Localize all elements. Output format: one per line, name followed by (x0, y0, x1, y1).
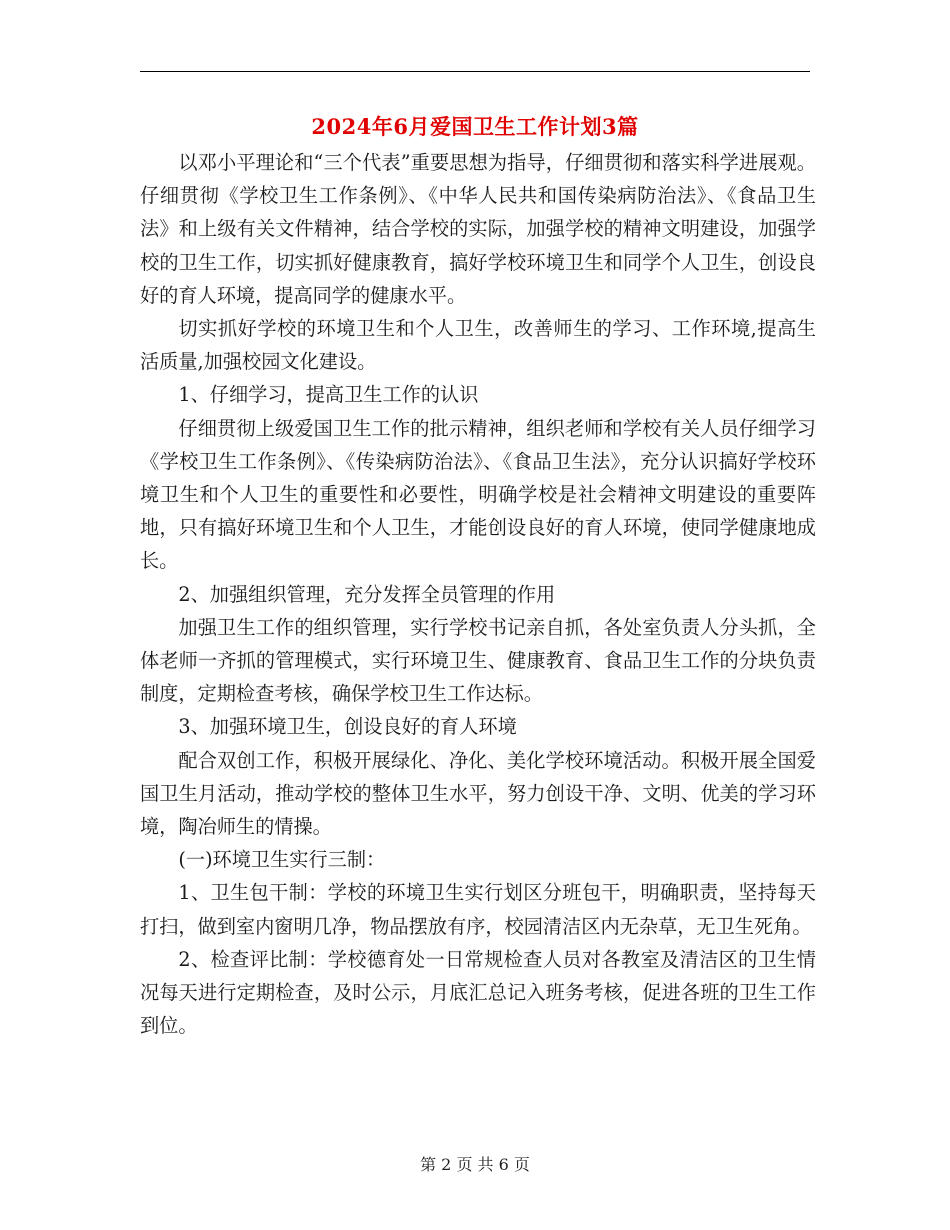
section-heading: 3、加强环境卫生，创设良好的育人环境 (178, 715, 517, 739)
document-body (140, 146, 816, 1042)
paragraph: 切实抓好学校的环境卫生和个人卫生，改善师生的学习、工作环境,提高生活质量,加强校园文化建设。 (140, 317, 816, 374)
subsection-heading: (一)环境卫生实行三制： (178, 848, 386, 872)
section-heading: 2、加强组织管理，充分发挥全员管理的作用 (178, 582, 556, 606)
paragraph: 2、检查评比制：学校德育处一日常规检查人员对各教室及清洁区的卫生情况每天进行定期检查，及时公示，月底汇总记入班务考核，促进各班的卫生工作到位。 (140, 947, 816, 1038)
document-title: 2024年6月爱国卫生工作计划3篇 (311, 114, 639, 139)
paragraph: 仔细贯彻上级爱国卫生工作的批示精神，组织老师和学校有关人员仔细学习《学校卫生工作条例》、《传染病防治法》、《食品卫生法》，充分认识搞好学校环境卫生和个人卫生的重要性和必要性，明确学校是社会精神文明建设的重要阵地，只有搞好环境卫生和个人卫生，才能创设良好的育人环境，使同学健康地成长。 (140, 416, 816, 573)
paragraph: 以邓小平理论和“三个代表”重要思想为指导，仔细贯彻和落实科学进展观。仔细贯彻《学校卫生工作条例》、《中华人民共和国传染病防治法》、《食品卫生法》和上级有关文件精神，结合学校的实际，加强学校的精神文明建设，加强学校的卫生工作，切实抓好健康教育，搞好学校环境卫生和同学个人卫生，创设良好的育人环境，提高同学的健康水平。 (140, 151, 816, 307)
page-number: 第 2 页 共 6 页 (420, 1155, 530, 1174)
header-divider (140, 71, 810, 72)
paragraph: 1、卫生包干制：学校的环境卫生实行划区分班包干，明确职责，坚持每天打扫，做到室内窗明几净，物品摆放有序，校园清洁区内无杂草，无卫生死角。 (140, 881, 816, 938)
paragraph: 加强卫生工作的组织管理，实行学校书记亲自抓，各处室负责人分头抓，全体老师一齐抓的管理模式，实行环境卫生、健康教育、食品卫生工作的分块负责制度，定期检查考核，确保学校卫生工作达标。 (140, 615, 816, 706)
section-heading: 1、仔细学习，提高卫生工作的认识 (178, 383, 479, 407)
paragraph: 配合双创工作，积极开展绿化、净化、美化学校环境活动。积极开展全国爱国卫生月活动，推动学校的整体卫生水平，努力创设干净、文明、优美的学习环境，陶冶师生的情操。 (140, 748, 816, 839)
